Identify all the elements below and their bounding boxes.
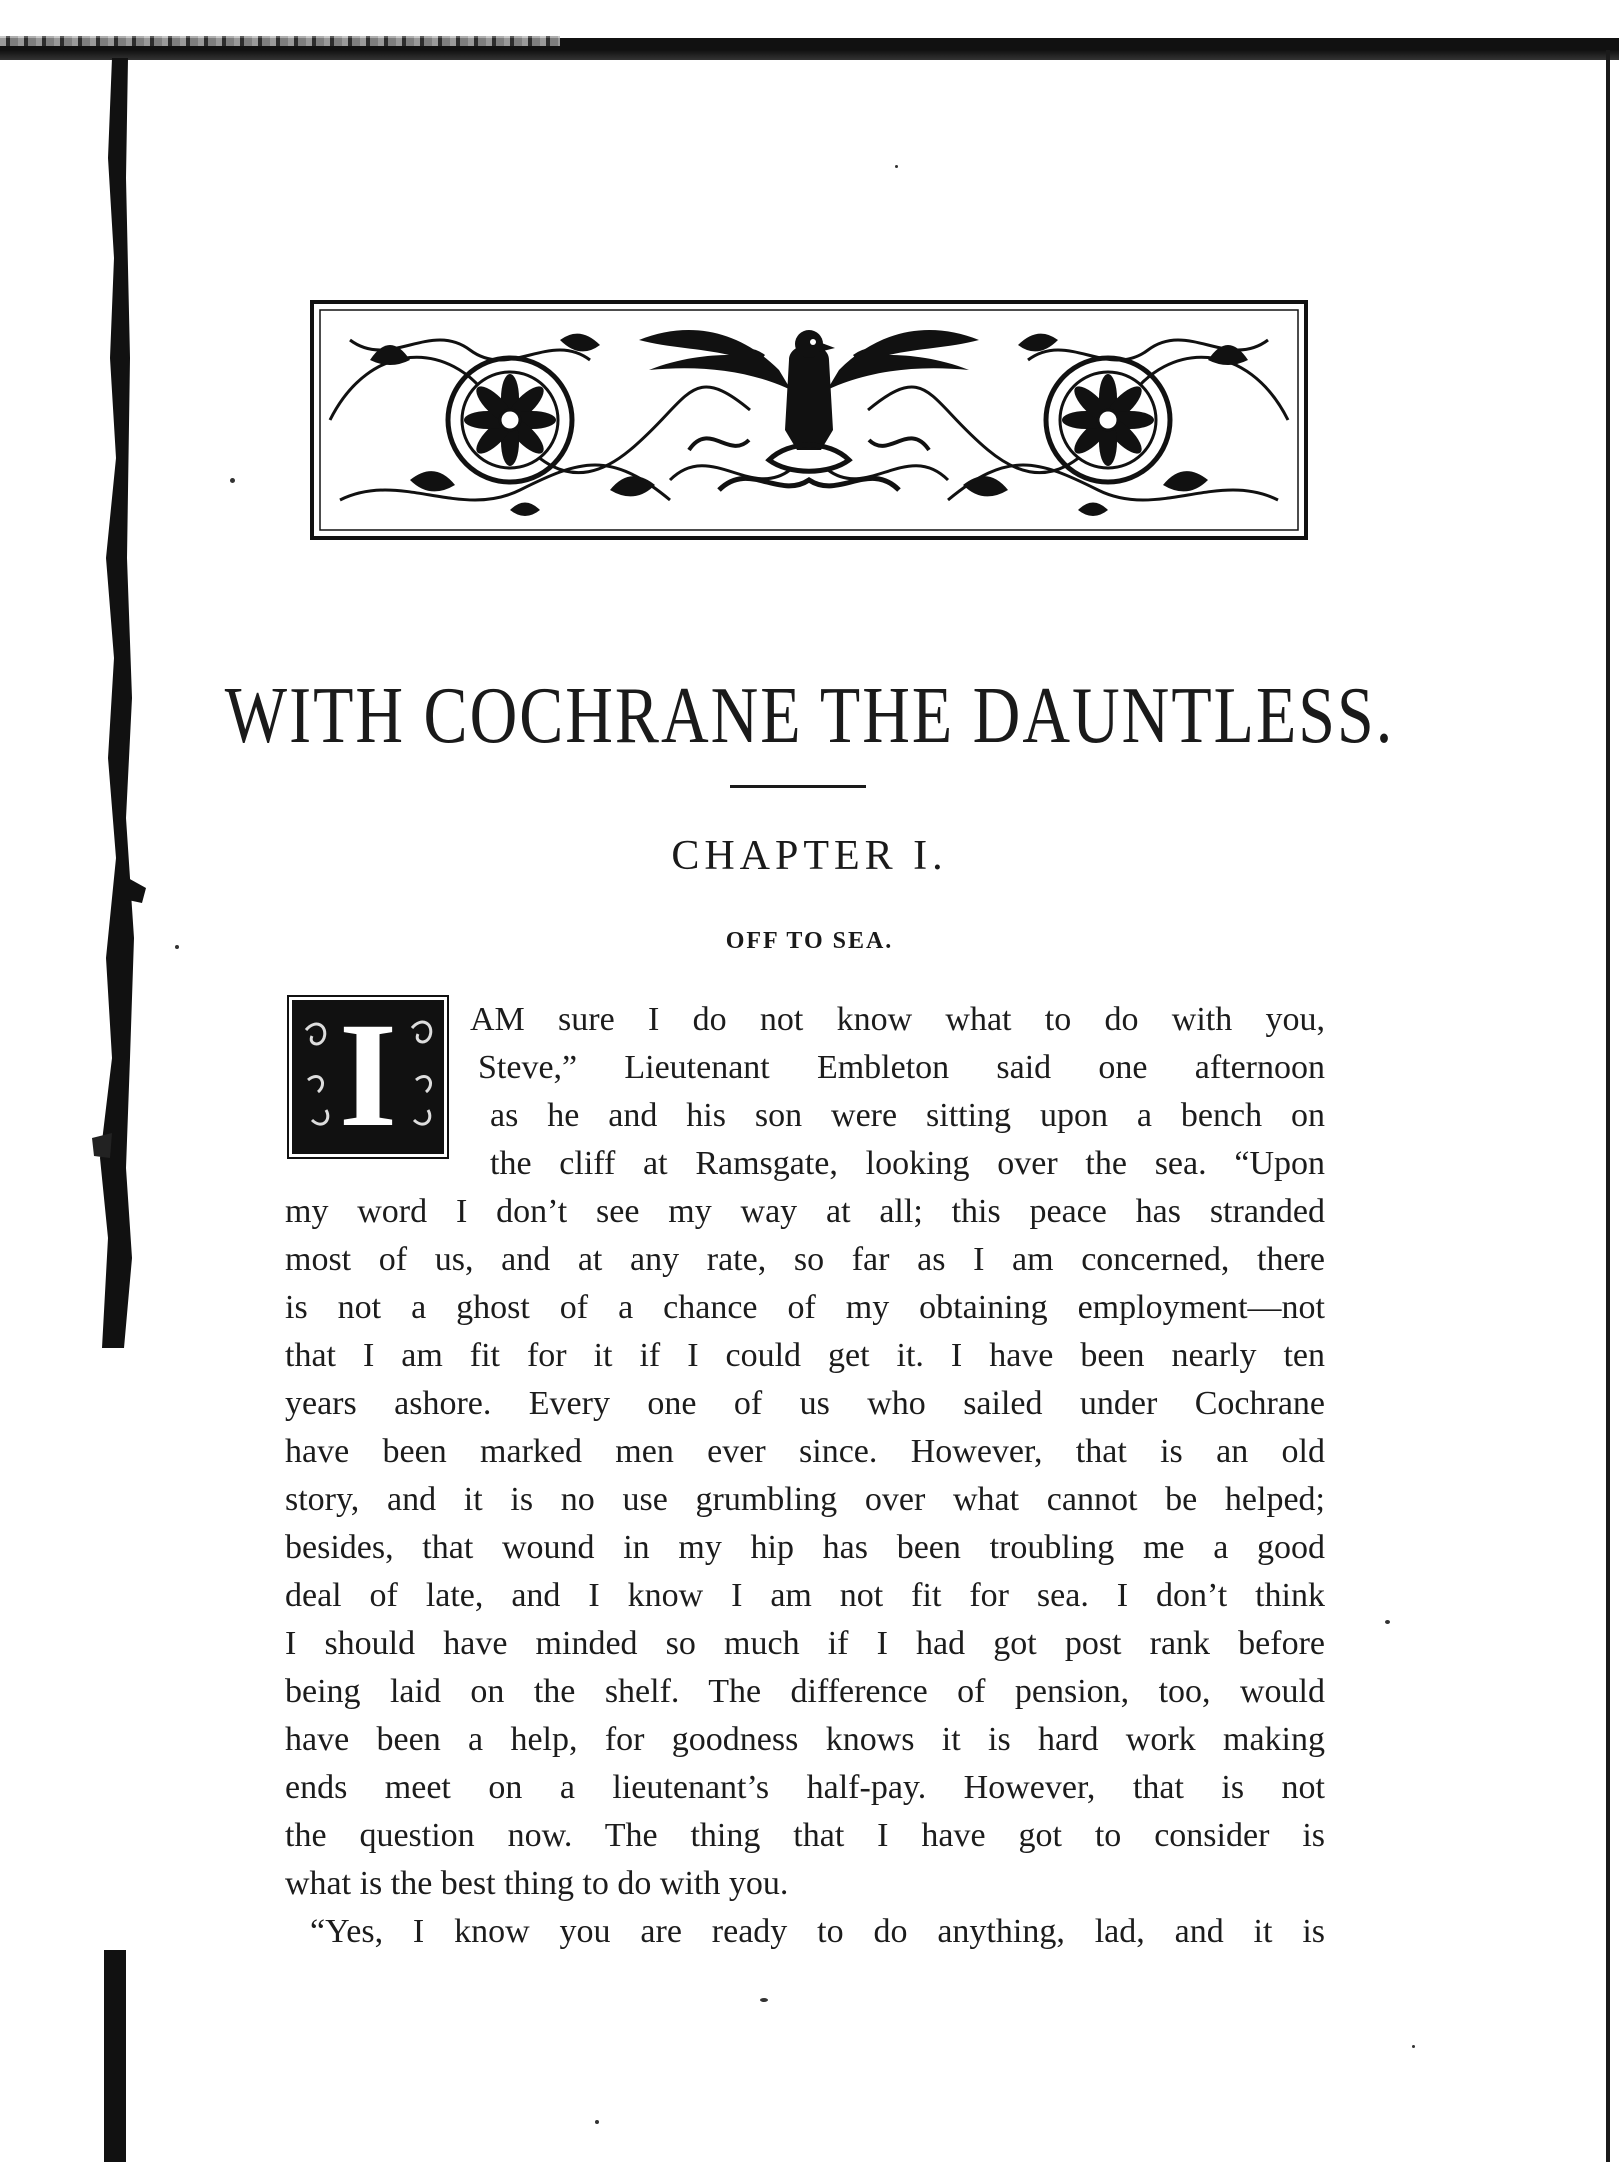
text-line: what is the best thing to do with you. bbox=[285, 1865, 789, 1902]
scan-speck bbox=[760, 1998, 768, 2002]
drop-cap-icon: I bbox=[292, 1000, 444, 1154]
text-line: have been a help, for goodness knows it is hard work making bbox=[285, 1721, 1325, 1758]
book-title: WITH COCHRANE THE DAUNTLESS. bbox=[224, 671, 1395, 761]
text-line: the cliff at Ramsgate, looking over the sea. “Upon bbox=[490, 1145, 1325, 1182]
text-line: deal of late, and I know I am not fit for sea. I don’t think bbox=[285, 1577, 1325, 1614]
chapter-heading: CHAPTER I. bbox=[671, 833, 948, 879]
scan-speck bbox=[1385, 1620, 1390, 1624]
scan-speck bbox=[175, 945, 179, 949]
text-line: “Yes, I know you are ready to do anything, lad, and it is bbox=[310, 1913, 1325, 1950]
text-line: years ashore. Every one of us who sailed under Cochrane bbox=[285, 1385, 1325, 1422]
page-left-edge-lower bbox=[104, 1950, 126, 2162]
text-line: most of us, and at any rate, so far as I am concerned, there bbox=[285, 1241, 1325, 1278]
text-line: besides, that wound in my hip has been troubling me a good bbox=[285, 1529, 1325, 1566]
text-line: as he and his son were sitting upon a bench on bbox=[490, 1097, 1325, 1134]
text-line: story, and it is no use grumbling over what cannot be helped; bbox=[285, 1481, 1325, 1518]
chapter-subtitle: OFF TO SEA. bbox=[725, 928, 894, 954]
text-line: ends meet on a lieutenant’s half-pay. However, that is not bbox=[285, 1769, 1325, 1806]
scan-speck bbox=[230, 478, 235, 483]
text-line: is not a ghost of a chance of my obtaining employment—not bbox=[285, 1289, 1325, 1326]
scan-speck bbox=[895, 165, 898, 168]
text-line: have been marked men ever since. However, that is an old bbox=[285, 1433, 1325, 1470]
text-line: that I am fit for it if I could get it. I have been nearly ten bbox=[285, 1337, 1325, 1374]
text-line: AM sure I do not know what to do with you, bbox=[470, 1001, 1325, 1038]
page-right-edge bbox=[1606, 50, 1610, 2162]
ornamental-headpiece-icon bbox=[310, 300, 1308, 540]
scan-speck bbox=[1412, 2045, 1415, 2048]
text-line: being laid on the shelf. The difference of pension, too, would bbox=[285, 1673, 1325, 1710]
title-rule bbox=[730, 785, 866, 788]
text-line: Steve,” Lieutenant Embleton said one afternoon bbox=[478, 1049, 1325, 1086]
page-top-edge-texture bbox=[0, 36, 560, 46]
text-line: my word I don’t see my way at all; this peace has stranded bbox=[285, 1193, 1325, 1230]
text-line: I should have minded so much if I had got post rank before bbox=[285, 1625, 1325, 1662]
text-line: the question now. The thing that I have got to consider is bbox=[285, 1817, 1325, 1854]
scan-speck bbox=[595, 2120, 599, 2124]
